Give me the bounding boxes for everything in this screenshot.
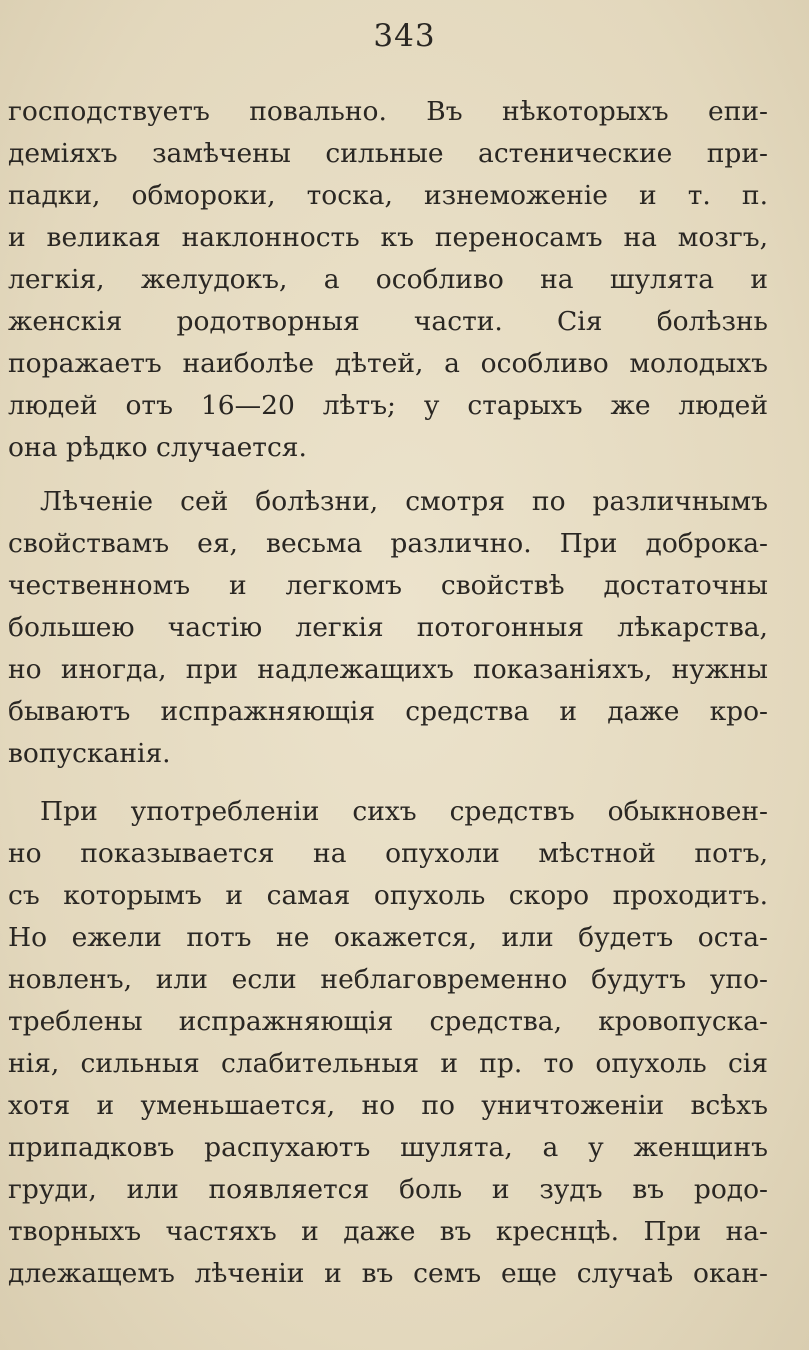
text-line: вопусканія. <box>8 738 171 769</box>
text-line: чественномъ и легкомъ свойствѣ достаточны <box>8 570 768 601</box>
text-line: треблены испражняющія средства, кровопуска- <box>8 1006 768 1037</box>
text-line: женскія родотворныя части. Сія болѣзнь <box>8 306 768 337</box>
text-line: припадковъ распухаютъ шулята, а у женщинъ <box>8 1132 768 1163</box>
page-number: 343 <box>373 18 436 54</box>
text-line: Но ежели потъ не окажется, или будетъ оста- <box>8 922 768 953</box>
text-line: людей отъ 16—20 лѣтъ; у старыхъ же людей <box>8 390 768 421</box>
text-line: она рѣдко случается. <box>8 432 307 463</box>
text-line: свойствамъ ея, весьма различно. При доброка- <box>8 528 768 559</box>
text-line: бываютъ испражняющія средства и даже кро- <box>8 696 768 727</box>
text-line: груди, или появляется боль и зудъ въ родо- <box>8 1174 768 1205</box>
paragraph-first-line: Лѣченіе сей болѣзни, смотря по различнымъ <box>40 486 768 517</box>
text-line: легкія, желудокъ, а особливо на шулята и <box>8 264 768 295</box>
text-line: большею частію легкія потогонныя лѣкарства, <box>8 612 768 643</box>
text-line: поражаетъ наиболѣе дѣтей, а особливо молодыхъ <box>8 348 768 379</box>
paragraph-first-line: При употребленіи сихъ средствъ обыкновен- <box>40 796 768 827</box>
text-line: хотя и уменьшается, но по уничтоженіи всѣхъ <box>8 1090 768 1121</box>
text-line: нія, сильныя слабительныя и пр. то опухоль сія <box>8 1048 768 1079</box>
text-line: деміяхъ замѣчены сильные астенические при- <box>8 138 768 169</box>
text-line: съ которымъ и самая опухоль скоро проходитъ. <box>8 880 768 911</box>
text-line: творныхъ частяхъ и даже въ креснцѣ. При на- <box>8 1216 768 1247</box>
text-line: длежащемъ лѣченіи и въ семъ еще случаѣ окан- <box>8 1258 768 1289</box>
text-line: но иногда, при надлежащихъ показаніяхъ, нужны <box>8 654 768 685</box>
text-line: господствуетъ повально. Въ нѣкоторыхъ епи- <box>8 96 768 127</box>
text-line: падки, обмороки, тоска, изнеможеніе и т. п. <box>8 180 768 211</box>
text-line: но показывается на опухоли мѣстной потъ, <box>8 838 768 869</box>
text-line: новленъ, или если неблаговременно будутъ упо- <box>8 964 768 995</box>
text-line: и великая наклонность къ переносамъ на мозгъ, <box>8 222 768 253</box>
